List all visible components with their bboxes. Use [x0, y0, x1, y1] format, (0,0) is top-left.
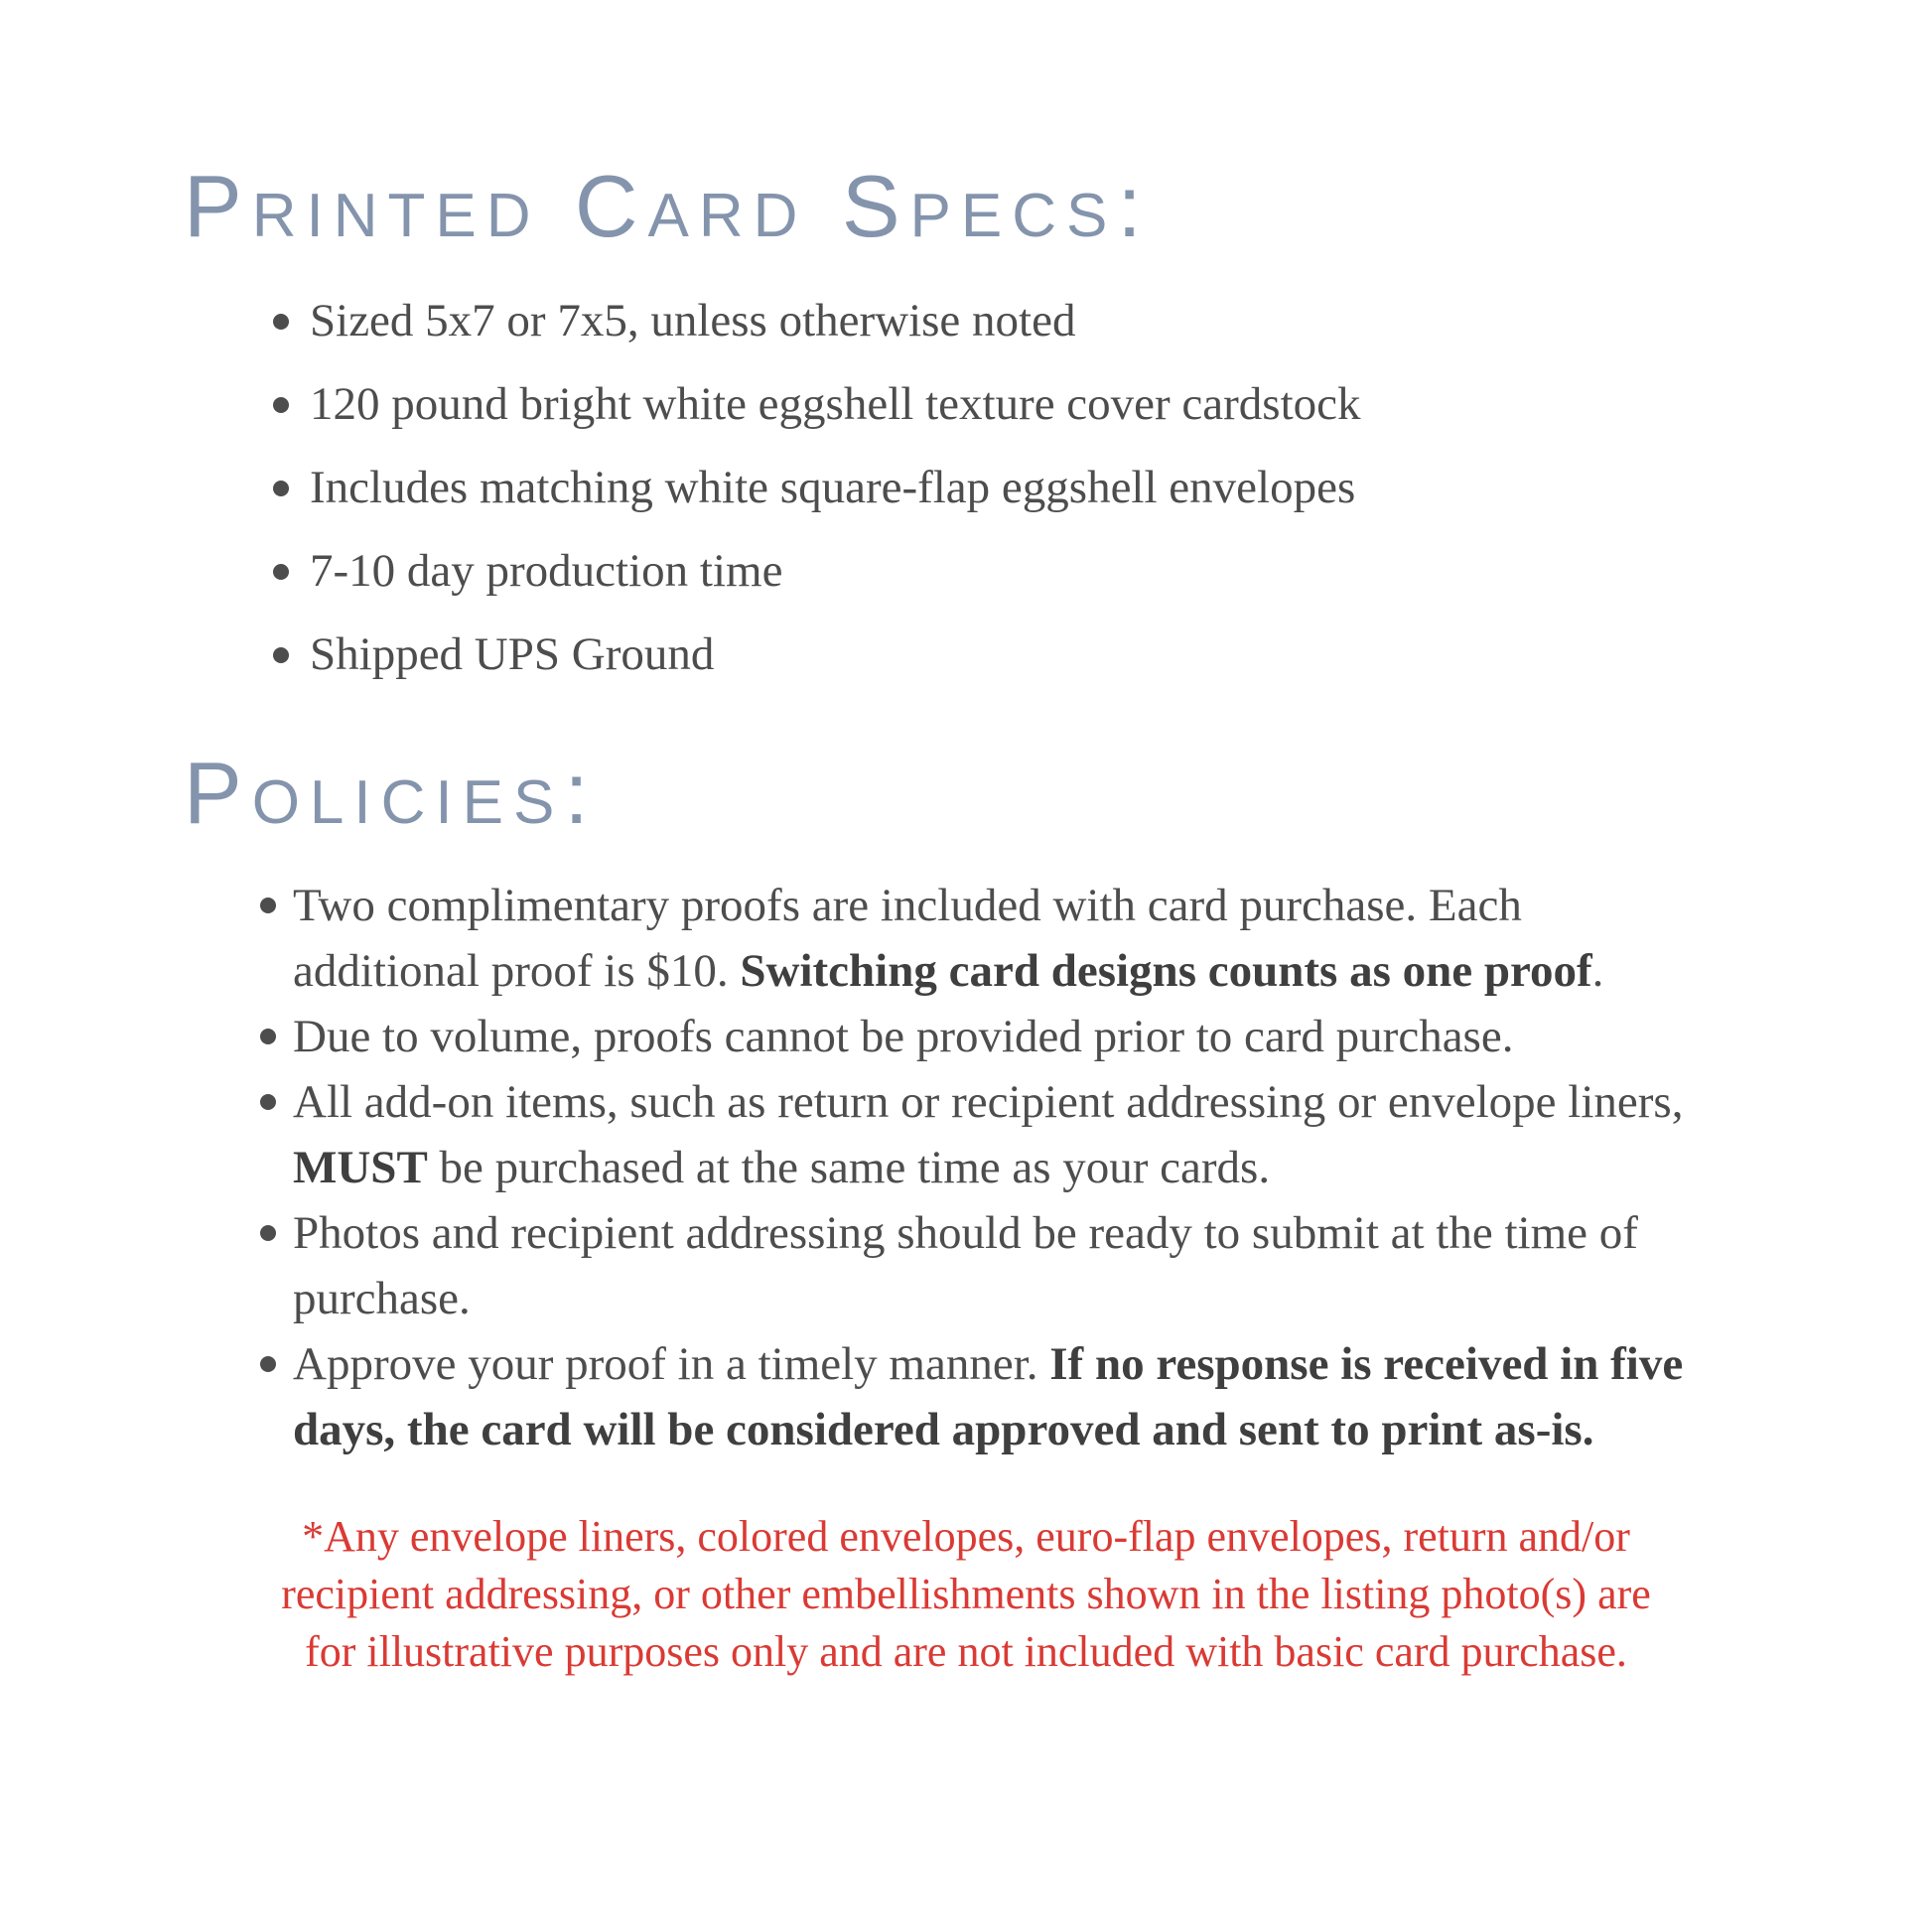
list-item-text-bold: If no response is received in five days, the card will be considered approved and sent to print as-is. — [293, 1338, 1684, 1455]
list-item-text: All add-on items, such as return or recipient addressing or envelope liners, — [293, 1076, 1684, 1128]
list-item-text-bold: Switching card designs counts as one proof — [740, 945, 1592, 997]
list-item-text: Sized 5x7 or 7x5, unless otherwise noted — [310, 295, 1076, 346]
specs-heading: Printed Card Specs: — [184, 157, 1152, 255]
bullet-icon — [273, 647, 289, 663]
policies-heading: Policies: — [184, 744, 599, 842]
list-item-text: be purchased at the same time as your cards. — [427, 1142, 1271, 1193]
list-item-text: Due to volume, proofs cannot be provided prior to card purchase. — [293, 1011, 1514, 1062]
bullet-icon — [260, 897, 276, 913]
list-item — [184, 455, 1872, 521]
bullet-icon — [260, 1225, 276, 1241]
list-item — [184, 1331, 1703, 1462]
list-item — [184, 1004, 1703, 1069]
list-item — [184, 1069, 1703, 1200]
bullet-icon — [273, 564, 289, 580]
list-item — [184, 621, 1872, 688]
list-item-text: Two complimentary proofs are included with card purchase. Each additional proof is $10. — [293, 880, 1522, 997]
list-item-text-bold: MUST — [293, 1142, 428, 1193]
list-item-text: 7-10 day production time — [310, 545, 783, 597]
list-item — [184, 1200, 1703, 1331]
list-item — [184, 288, 1872, 354]
list-item-text: Photos and recipient addressing should be ready to submit at the time of purchase. — [293, 1207, 1638, 1324]
footnote-line: recipient addressing, or other embellishments shown in the listing photo(s) are — [281, 1570, 1651, 1618]
footnote-line: for illustrative purposes only and are not included with basic card purchase. — [305, 1627, 1627, 1676]
list-item — [184, 538, 1872, 605]
footnote-line: *Any envelope liners, colored envelopes, euro-flap envelopes, return and/or — [302, 1512, 1630, 1561]
footnote — [0, 1508, 1932, 1681]
list-item-text: Approve your proof in a timely manner. — [293, 1338, 1050, 1390]
list-item-text: 120 pound bright white eggshell texture cover cardstock — [310, 378, 1361, 430]
bullet-icon — [260, 1094, 276, 1110]
bullet-icon — [273, 314, 289, 330]
policies-list — [184, 873, 1703, 1462]
list-item — [184, 873, 1703, 1004]
bullet-icon — [260, 1029, 276, 1044]
bullet-icon — [260, 1356, 276, 1372]
list-item-text: Includes matching white square-flap eggshell envelopes — [310, 462, 1356, 513]
list-item-text: Shipped UPS Ground — [310, 628, 715, 680]
list-item — [184, 371, 1872, 438]
bullet-icon — [273, 397, 289, 413]
list-item-text: . — [1591, 945, 1604, 997]
specs-list — [184, 288, 1872, 688]
bullet-icon — [273, 481, 289, 496]
